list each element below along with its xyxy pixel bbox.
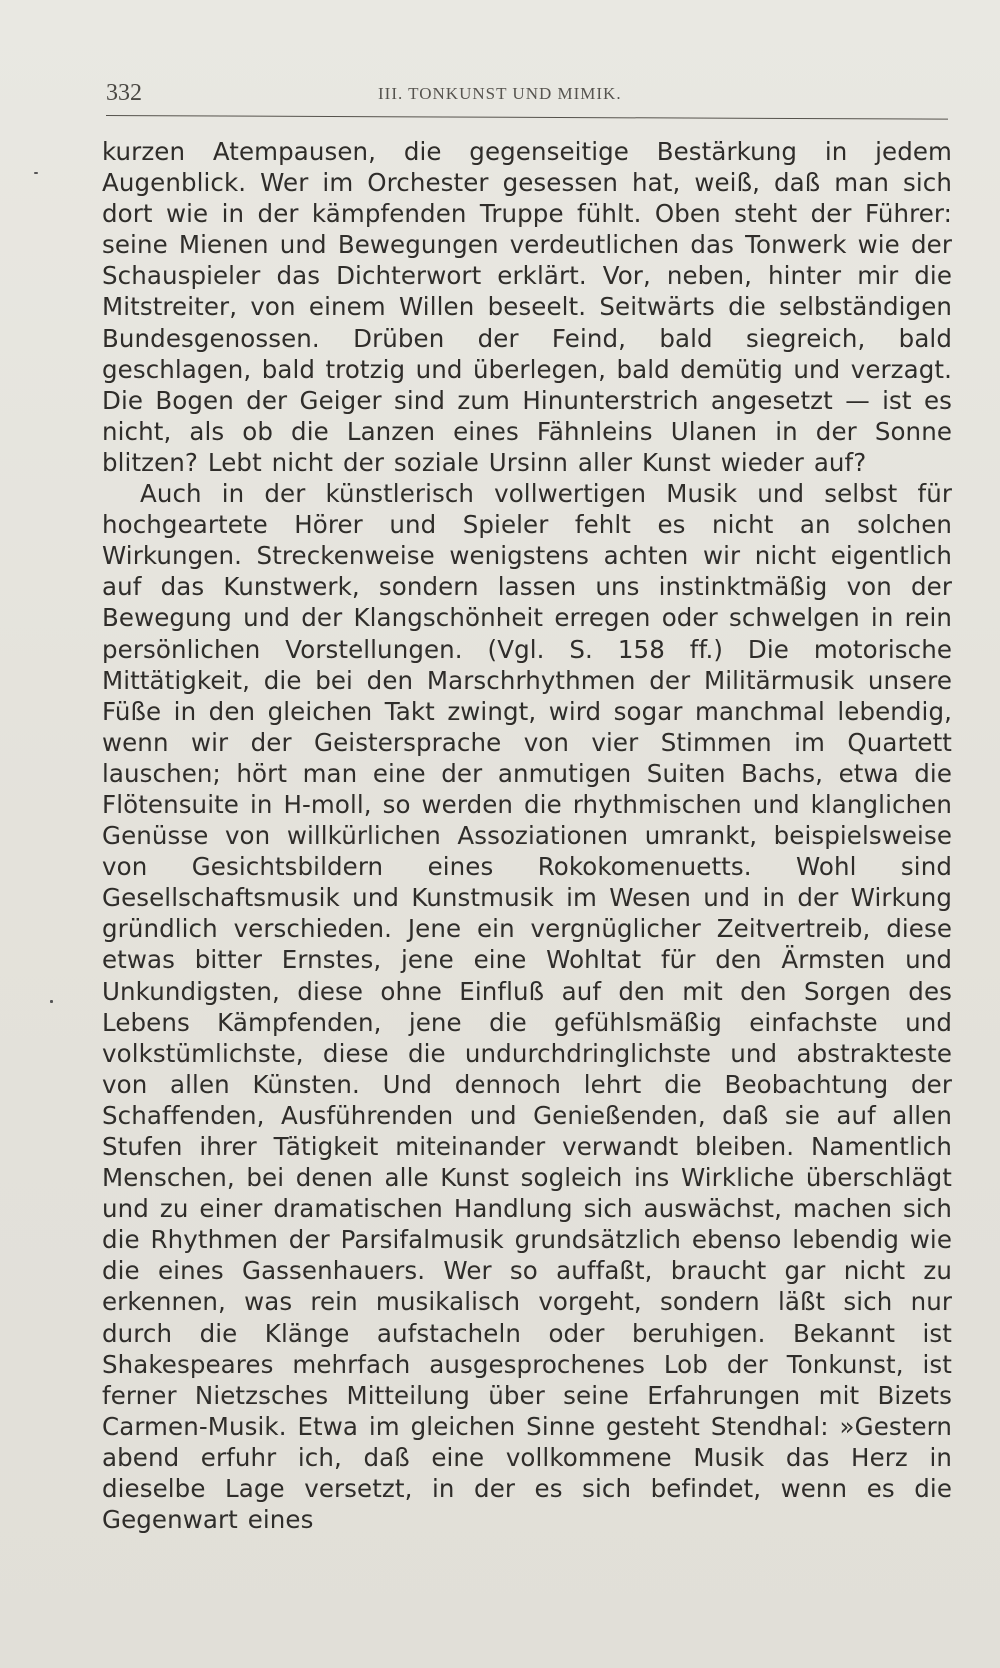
running-head: III. TONKUNST UND MIMIK. (378, 84, 622, 103)
margin-speck (34, 172, 38, 174)
paragraph-1: kurzen Atempausen, die gegenseitige Bestärkung in jedem Augenblick. Wer im Orchester gesessen hat, weiß, daß man sich dort wie in der kämpfenden Truppe fühlt. Oben steht der Führer: seine Mienen und Bewegungen verdeutlichen das Tonwerk wie der Schauspieler das Dichterwort erklärt. Vor, neben, hinter mir die Mitstreiter, von einem Willen beseelt. Seitwärts die selbständigen Bundesgenossen. Drüben der Feind, bald siegreich, bald geschlagen, bald trotzig und überlegen, bald demütig und verzagt. Die Bogen der Geiger sind zum Hinunterstrich angesetzt — ist es nicht, als ob die Lanzen eines Fähnleins Ulanen in der Sonne blitzen? Lebt nicht der soziale Ursinn aller Kunst wieder auf? (102, 137, 952, 477)
body-text (102, 136, 952, 1535)
margin-speck (50, 1000, 53, 1003)
page-header (106, 80, 946, 116)
paragraph-2: Auch in der künstlerisch vollwertigen Musik und selbst für hochgeartete Hörer und Spieler fehlt es nicht an solchen Wirkungen. Streckenweise wenigstens achten wir nicht eigentlich auf das Kunstwerk, sondern lassen uns instinktmäßig von der Bewegung und der Klangschönheit erregen oder schwelgen in rein persönlichen Vorstellungen. (Vgl. S. 158 ff.) Die motorische Mittätigkeit, die bei den Marschrhythmen der Militärmusik unsere Füße in den gleichen Takt zwingt, wird sogar manchmal lebendig, wenn wir der Geistersprache von vier Stimmen im Quartett lauschen; hört man eine der anmutigen Suiten Bachs, etwa die Flötensuite in H-moll, so werden die rhythmischen und klanglichen Genüsse von willkürlichen Assoziationen umrankt, beispielsweise von Gesichtsbildern eines Rokokomenuetts. Wohl sind Gesellschaftsmusik und Kunstmusik im Wesen und in der Wirkung gründlich verschieden. Jene ein vergnüglicher Zeitvertreib, diese etwas bitter Ernstes, jene eine Wohltat für den Ärmsten und Unkundigsten, diese ohne Einfluß auf den mit den Sorgen des Lebens Kämpfenden, jene die gefühlsmäßig einfachste und volkstümlichste, diese die undurchdringlichste und abstrakteste von allen Künsten. Und dennoch lehrt die Beobachtung der Schaffenden, Ausführenden und Genießenden, daß sie auf allen Stufen ihrer Tätigkeit miteinander verwandt bleiben. Namentlich Menschen, bei denen alle Kunst sogleich ins Wirkliche überschlägt und zu einer dramatischen Handlung sich auswächst, machen sich die Rhythmen der Parsifalmusik grundsätzlich ebenso lebendig wie die eines Gassenhauers. Wer so auffaßt, braucht gar nicht zu erkennen, was rein musikalisch vorgeht, sondern läßt sich nur durch die Klänge aufstacheln oder beruhigen. Bekannt ist Shakespeares mehrfach ausgesprochenes Lob der Tonkunst, ist ferner Nietzsches Mitteilung über seine Erfahrungen mit Bizets Carmen-Musik. Etwa im gleichen Sinne gesteht Stendhal: »Gestern abend erfuhr ich, daß eine vollkommene Musik das Herz in dieselbe Lage versetzt, in der es sich befindet, wenn es die Gegenwart eines (102, 479, 952, 1535)
page-number: 332 (106, 80, 142, 106)
